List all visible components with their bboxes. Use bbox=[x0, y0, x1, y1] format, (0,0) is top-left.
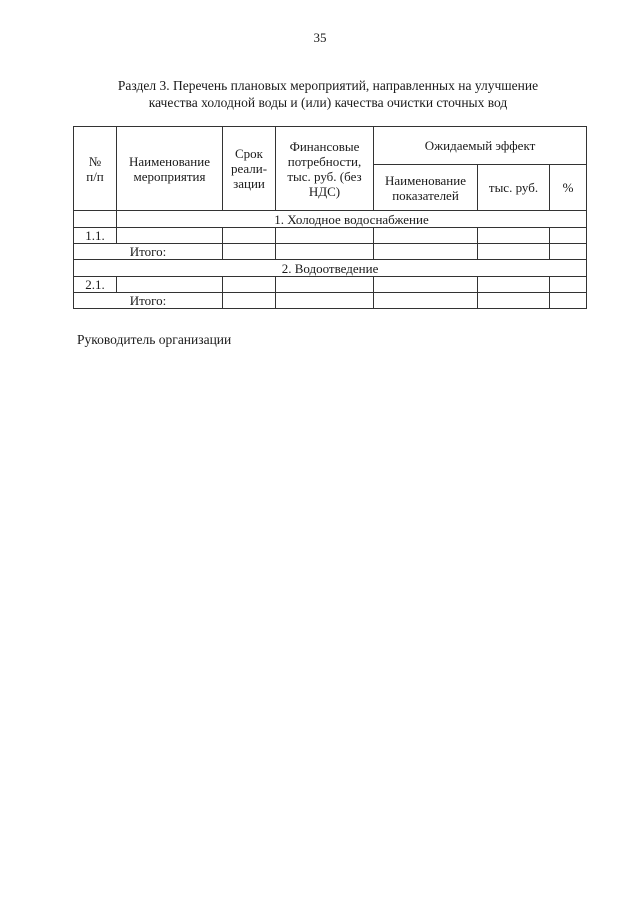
row-number: 2.1. bbox=[74, 277, 117, 293]
header-term-line-1: Срок bbox=[235, 146, 263, 161]
header-number bbox=[74, 127, 117, 211]
table-cell bbox=[223, 244, 276, 260]
total-row-water-supply bbox=[74, 244, 587, 260]
header-measure-name-line-2: мероприятия bbox=[133, 168, 206, 184]
header-measure-name bbox=[117, 127, 223, 211]
heading-line-2: качества холодной воды и (или) качества очистки сточных вод bbox=[148, 95, 508, 110]
header-expected-effect: Ожидаемый эффект bbox=[374, 127, 587, 165]
table-cell bbox=[374, 277, 478, 293]
table-cell bbox=[478, 244, 550, 260]
header-measure-name-line-1: Наименование bbox=[129, 153, 210, 169]
table-row bbox=[74, 277, 587, 293]
header-number-line-1: № bbox=[88, 153, 102, 169]
table-cell bbox=[550, 244, 587, 260]
table-cell bbox=[478, 277, 550, 293]
header-financing-line-2: потребности, bbox=[287, 153, 362, 169]
table-cell bbox=[223, 228, 276, 244]
header-row-1 bbox=[74, 127, 587, 165]
row-number: 1.1. bbox=[74, 228, 117, 244]
table-cell bbox=[223, 293, 276, 309]
table-cell bbox=[374, 228, 478, 244]
header-percent: % bbox=[550, 165, 587, 211]
table-cell bbox=[276, 228, 374, 244]
table-cell bbox=[478, 228, 550, 244]
header-term-line-2: реали- bbox=[230, 161, 268, 176]
heading-line-1: Раздел 3. Перечень плановых мероприятий, направленных на улучшение bbox=[117, 78, 539, 93]
table-cell bbox=[276, 244, 374, 260]
measures-table bbox=[73, 126, 587, 309]
header-financing bbox=[276, 127, 374, 211]
header-financing-line-1: Финансовые bbox=[289, 138, 360, 154]
section-title-water-supply: 1. Холодное водоснабжение bbox=[117, 211, 587, 228]
signature-line: Руководитель организации bbox=[77, 332, 232, 347]
total-label: Итого: bbox=[74, 293, 223, 309]
table-row bbox=[74, 228, 587, 244]
page-number: 35 bbox=[313, 30, 327, 45]
table-cell bbox=[276, 277, 374, 293]
total-row-water-disposal bbox=[74, 293, 587, 309]
table-cell bbox=[117, 277, 223, 293]
section-row-water-disposal bbox=[74, 260, 587, 277]
table-cell bbox=[276, 293, 374, 309]
header-number-line-2: п/п bbox=[86, 168, 104, 184]
section-title-water-disposal: 2. Водоотведение bbox=[74, 260, 587, 277]
header-indicators-line-1: Наименование bbox=[385, 172, 466, 188]
header-term-line-3: зации bbox=[233, 176, 265, 191]
table-cell bbox=[374, 293, 478, 309]
table-cell bbox=[550, 277, 587, 293]
header-financing-line-4: НДС) bbox=[308, 183, 341, 199]
header-indicators bbox=[374, 165, 478, 211]
table-cell bbox=[374, 244, 478, 260]
section-row-water-supply bbox=[74, 211, 587, 228]
section-empty-cell bbox=[74, 211, 117, 228]
section-heading bbox=[70, 77, 586, 111]
table-cell bbox=[478, 293, 550, 309]
table-cell bbox=[550, 228, 587, 244]
header-thousand-rub: тыс. руб. bbox=[478, 165, 550, 211]
header-indicators-line-2: показателей bbox=[392, 187, 459, 203]
header-financing-line-3: тыс. руб. (без bbox=[287, 168, 362, 184]
header-term bbox=[223, 127, 276, 211]
total-label: Итого: bbox=[74, 244, 223, 260]
table-cell bbox=[117, 228, 223, 244]
table-cell bbox=[550, 293, 587, 309]
table-cell bbox=[223, 277, 276, 293]
